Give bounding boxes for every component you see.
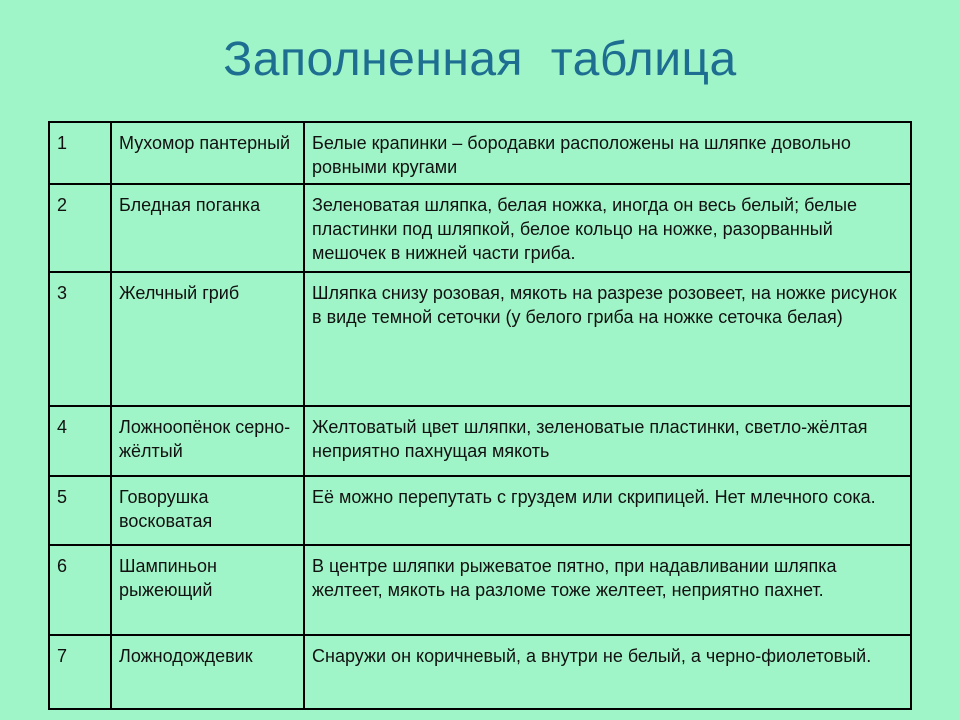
mushroom-name: Бледная поганка (111, 184, 304, 272)
table-row (49, 635, 911, 709)
row-number: 2 (49, 184, 111, 272)
table-row (49, 272, 911, 406)
mushroom-description: В центре шляпки рыжеватое пятно, при надавливании шляпка желтеет, мякоть на разломе тоже желтеет, неприятно пахнет. (304, 545, 911, 635)
mushroom-description: Зеленоватая шляпка, белая ножка, иногда он весь белый; белые пластинки под шляпкой, белое кольцо на ножке, разорванный мешочек в нижней части гриба. (304, 184, 911, 272)
mushroom-name: Мухомор пантерный (111, 122, 304, 184)
mushroom-name: Ложноопёнок серно-жёлтый (111, 406, 304, 476)
page-title: Заполненная таблица (223, 33, 737, 86)
mushroom-name: Ложнодождевик (111, 635, 304, 709)
table-grid (48, 121, 912, 710)
mushroom-description: Шляпка снизу розовая, мякоть на разрезе розовеет, на ножке рисунок в виде темной сеточки (у белого гриба на ножке сеточка белая) (304, 272, 911, 406)
table-row (49, 545, 911, 635)
mushroom-description: Желтоватый цвет шляпки, зеленоватые пластинки, светло-жёлтая неприятно пахнущая мякоть (304, 406, 911, 476)
mushroom-name: Шампиньон рыжеющий (111, 545, 304, 635)
row-number: 5 (49, 476, 111, 545)
table-row (49, 122, 911, 184)
table-row (49, 476, 911, 545)
table-row (49, 406, 911, 476)
mushroom-name: Говорушка восковатая (111, 476, 304, 545)
row-number: 4 (49, 406, 111, 476)
row-number: 3 (49, 272, 111, 406)
row-number: 1 (49, 122, 111, 184)
mushroom-description: Белые крапинки – бородавки расположены на шляпке довольно ровными кругами (304, 122, 911, 184)
mushroom-table (48, 121, 912, 707)
mushroom-name: Желчный гриб (111, 272, 304, 406)
row-number: 6 (49, 545, 111, 635)
mushroom-description: Снаружи он коричневый, а внутри не белый, а черно-фиолетовый. (304, 635, 911, 709)
table-row (49, 184, 911, 272)
row-number: 7 (49, 635, 111, 709)
mushroom-description: Её можно перепутать с груздем или скрипицей. Нет млечного сока. (304, 476, 911, 545)
